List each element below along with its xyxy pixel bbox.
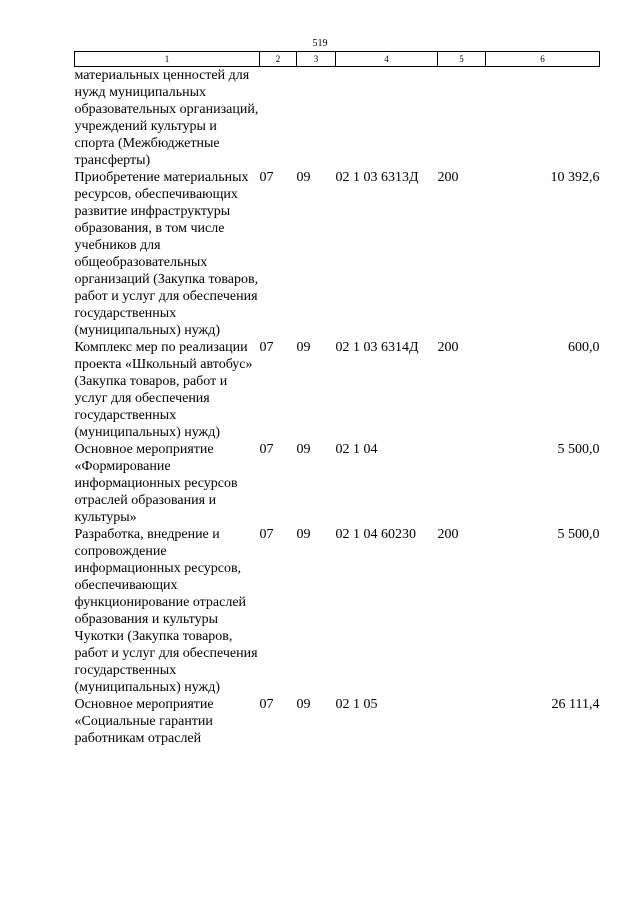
section-code: 07 (259, 527, 274, 542)
subsection-code: 09 (296, 527, 311, 542)
item-name: материальных ценностей для нужд муниципальных образовательных организаций, учреждений культуры и спорта (Межбюджетные трансферты) (74, 68, 259, 168)
item-name: Основное мероприятие «Социальные гарантии работникам отраслей (74, 697, 214, 746)
item-name: Приобретение материальных ресурсов, обеспечивающих развитие инфраструктуры образования, в том числе учебников для общеобразовательных организаций (Закупка товаров, работ и услуг для обеспечения государственных (муниципальных) нужд) (74, 170, 259, 338)
item-name: Разработка, внедрение и сопровождение информационных ресурсов, обеспечивающих функционирование отраслей образования и культуры Чукотки (Закупка товаров, работ и услуг для обеспечения государственных (муниципальных) нужд) (74, 527, 258, 695)
subsection-code: 09 (296, 170, 311, 185)
section-code: 07 (259, 170, 274, 185)
expense-kind-code (438, 67, 486, 170)
subsection-code: 09 (296, 442, 311, 457)
page-number: 519 (312, 38, 328, 49)
amount: 5 500,0 (557, 442, 600, 457)
target-article-code: 02 1 03 6313Д (335, 170, 419, 185)
column-header: 6 (486, 52, 600, 67)
section-code: 07 (259, 442, 274, 457)
item-name: Комплекс мер по реализации проекта «Школьный автобус» (Закупка товаров, работ и услуг для обеспечения государственных (муниципальных) нужд) (74, 340, 253, 440)
amount: 5 500,0 (557, 527, 600, 542)
column-header: 2 (260, 52, 297, 67)
target-article-code: 02 1 04 (335, 442, 378, 457)
section-code: 07 (259, 697, 274, 712)
table-row (75, 526, 600, 696)
subsection-code: 09 (296, 340, 311, 355)
amount (486, 67, 600, 170)
expense-kind-code: 200 (437, 170, 459, 185)
column-header: 1 (75, 52, 260, 67)
target-article-code: 02 1 04 60230 (335, 527, 416, 542)
table-header-row (75, 52, 600, 67)
table-row (75, 339, 600, 441)
table-row (75, 441, 600, 526)
column-header: 3 (297, 52, 336, 67)
table-row (75, 67, 600, 170)
column-header: 5 (438, 52, 486, 67)
expense-kind-code (438, 696, 486, 747)
target-article-code: 02 1 05 (335, 697, 378, 712)
section-code (260, 67, 297, 170)
expense-kind-code: 200 (437, 527, 459, 542)
amount: 26 111,4 (551, 697, 600, 712)
expense-kind-code (438, 441, 486, 526)
target-article-code (336, 67, 438, 170)
table-row (75, 696, 600, 747)
section-code: 07 (259, 340, 274, 355)
item-name: Основное мероприятие «Формирование информационных ресурсов отраслей образования и культуры» (74, 442, 238, 525)
amount: 10 392,6 (550, 170, 600, 185)
subsection-code (297, 67, 336, 170)
column-header: 4 (336, 52, 438, 67)
target-article-code: 02 1 03 6314Д (335, 340, 419, 355)
subsection-code: 09 (296, 697, 311, 712)
table-row (75, 169, 600, 339)
budget-table (74, 51, 600, 747)
amount: 600,0 (568, 340, 600, 355)
expense-kind-code: 200 (437, 340, 459, 355)
